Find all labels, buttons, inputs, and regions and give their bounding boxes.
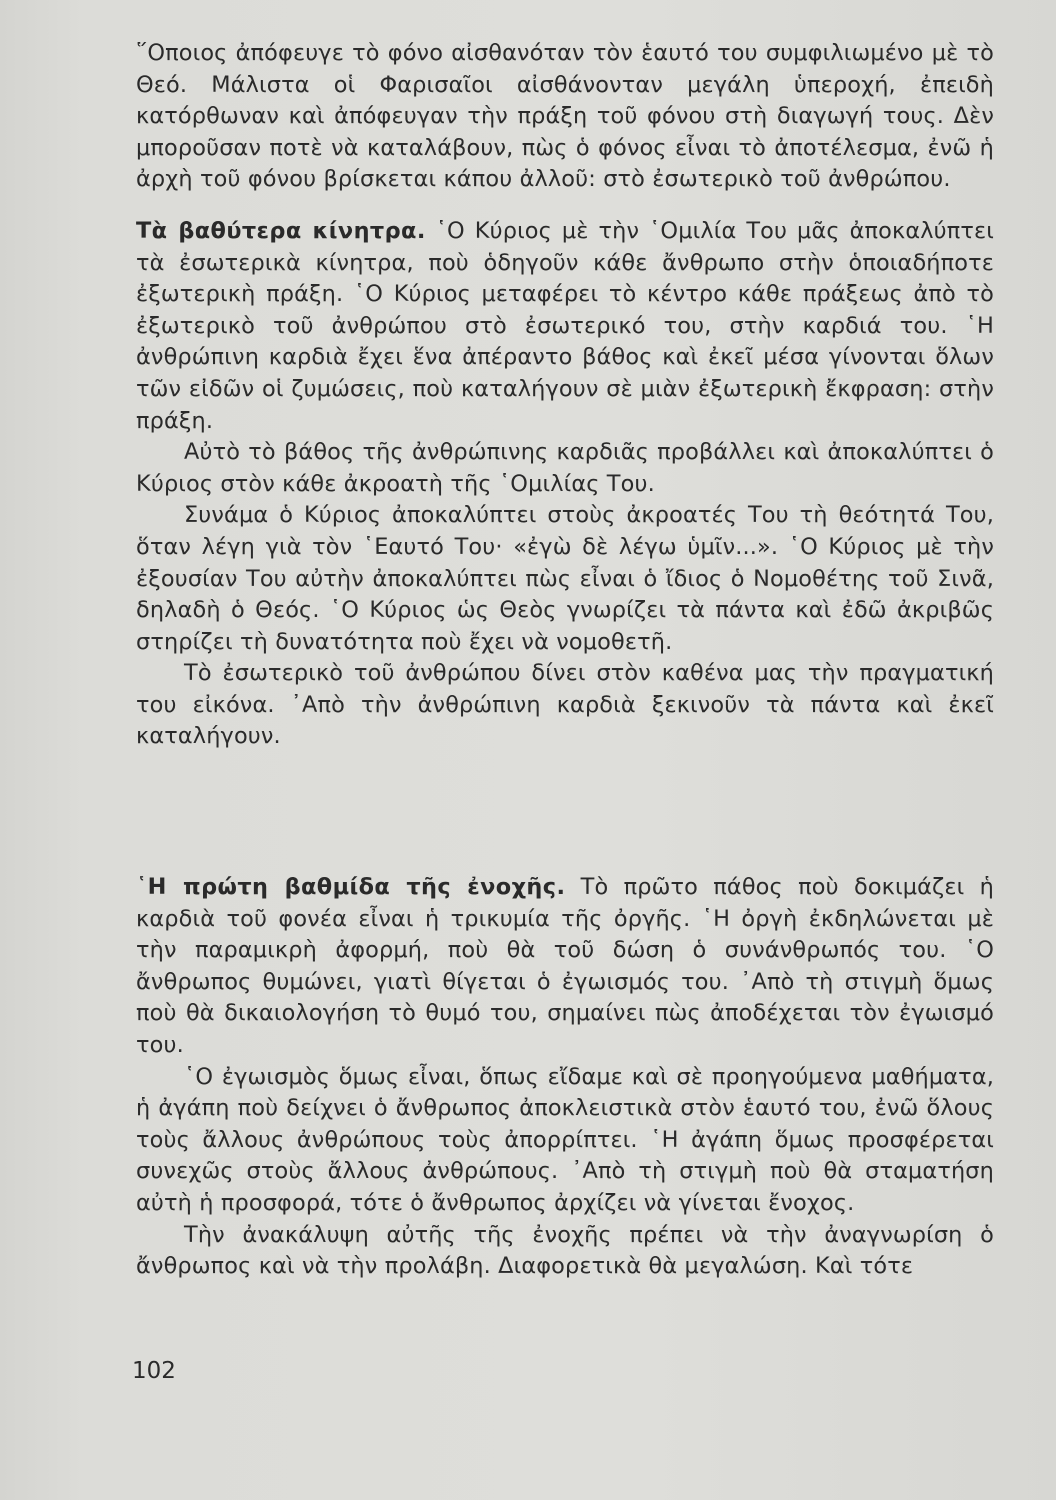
paragraph-depth-of-heart: [136, 437, 994, 500]
paragraph-inner-man: [136, 658, 994, 753]
paragraph-text: Τὸ πρῶτο πάθος ποὺ δοκιμάζει ἡ καρδιὰ τοῦ φονέα εἶναι ἡ τρικυμία τῆς ὀργῆς. ῾Η ὀργὴ ἐκδηλώνεται μὲ τὴν παραμικρὴ ἀφορμή, ποὺ θὰ τοῦ δώση ὁ συνάνθρωπός του. ῾Ο ἄνθρωπος θυμώνει, γιατὶ θίγεται ὁ ἐγωισμός του. ᾿Απὸ τὴ στιγμὴ ὅμως ποὺ θὰ δικαιολογήση τὸ θυμό του, σημαίνει πὼς ἀποδέχεται τὸν ἐγωισμό του.: [136, 874, 994, 1058]
paragraph-discovery: [136, 1220, 994, 1283]
paragraph-text: Τὴν ἀνακάλυψη αὐτῆς τῆς ἐνοχῆς πρέπει νὰ τὴν ἀναγνωρίση ὁ ἄνθρωπος καὶ νὰ τὴν προλάβη. Διαφορετικὰ θὰ μεγαλώση. Καὶ τότε: [136, 1221, 994, 1280]
bottom-text-section: [136, 872, 994, 1283]
top-text-section: [136, 38, 994, 753]
paragraph-deeper-motives: [136, 216, 994, 437]
paragraph-text: ῞Οποιος ἀπόφευγε τὸ φόνο αἰσθανόταν τὸν ἑαυτό του συμφιλιωμένο μὲ τὸ Θεό. Μάλιστα οἱ Φαρισαῖοι αἰσθάνονταν μεγάλη ὑπεροχή, ἐπειδὴ κατόρθωναν καὶ ἀπόφευγαν τὴν πράξη τοῦ φόνου στὴ διαγωγή τους. Δὲν μποροῦσαν ποτὲ νὰ καταλάβουν, πὼς ὁ φόνος εἶναι τὸ ἀποτέλεσμα, ἐνῶ ἡ ἀρχὴ τοῦ φόνου βρίσκεται κάπου ἀλλοῦ: στὸ ἐσωτερικὸ τοῦ ἀνθρώπου.: [136, 40, 994, 193]
paragraph-egoism: [136, 1062, 994, 1220]
paragraph-first-step: [136, 872, 994, 1062]
section-heading-first-step: ῾Η πρώτη βαθμίδα τῆς ἐνοχῆς.: [136, 874, 566, 900]
paragraph-text: ῾Ο Κύριος μὲ τὴν ῾Ομιλία Του μᾶς ἀποκαλύπτει τὰ ἐσωτερικὰ κίνητρα, ποὺ ὁδηγοῦν κάθε ἄνθρωπο στὴν ὁποιαδήποτε ἐξωτερικὴ πράξη. ῾Ο Κύριος μεταφέρει τὸ κέντρο κάθε πράξεως ἀπὸ τὸ ἐξωτερικὸ τοῦ ἀνθρώπου στὸ ἐσωτερικό του, στὴν καρδιά του. ῾Η ἀνθρώπινη καρδιὰ ἔχει ἕνα ἀπέραντο βάθος καὶ ἐκεῖ μέσα γίνονται ὅλων τῶν εἰδῶν οἱ ζυμώσεις, ποὺ καταλήγουν σὲ μιὰν ἐξωτερικὴ ἔκφραση: στὴν πράξη.: [136, 217, 994, 434]
page-number: 102: [132, 1358, 176, 1384]
paragraph-text: ῾Ο ἐγωισμὸς ὅμως εἶναι, ὅπως εἴδαμε καὶ σὲ προηγούμενα μαθήματα, ἡ ἀγάπη ποὺ δείχνει ὁ ἄνθρωπος ἀποκλειστικὰ στὸν ἑαυτό του, ἐνῶ ὅλους τοὺς ἄλλους ἀνθρώπους τοὺς ἀπορρίπτει. ῾Η ἀγάπη ὅμως προσφέρεται συνεχῶς στοὺς ἄλλους ἀνθρώπους. ᾿Απὸ τὴ στιγμὴ ποὺ θὰ σταματήση αὐτὴ ἡ προσφορά, τότε ὁ ἄνθρωπος ἀρχίζει νὰ γίνεται ἔνοχος.: [136, 1063, 994, 1216]
paragraph-text: Αὐτὸ τὸ βάθος τῆς ἀνθρώπινης καρδιᾶς προβάλλει καὶ ἀποκαλύπτει ὁ Κύριος στὸν κάθε ἀκροατὴ τῆς ῾Ομιλίας Του.: [136, 439, 994, 497]
paragraph-divinity: [136, 500, 994, 658]
paragraph-intro: [136, 38, 994, 196]
paragraph-text: Τὸ ἐσωτερικὸ τοῦ ἀνθρώπου δίνει στὸν καθένα μας τὴν πραγματική του εἰκόνα. ᾿Απὸ τὴν ἀνθρώπινη καρδιὰ ξεκινοῦν τὰ πάντα καὶ ἐκεῖ καταλήγουν.: [136, 660, 994, 750]
paragraph-text: Συνάμα ὁ Κύριος ἀποκαλύπτει στοὺς ἀκροατές Του τὴ θεότητά Του, ὅταν λέγη γιὰ τὸν ῾Εαυτό Του· «ἐγὼ δὲ λέγω ὑμῖν...». ῾Ο Κύριος μὲ τὴν ἐξουσίαν Του αὐτὴν ἀποκαλύπτει πὼς εἶναι ὁ ἴδιος ὁ Νομοθέτης τοῦ Σινᾶ, δηλαδὴ ὁ Θεός. ῾Ο Κύριος ὡς Θεὸς γνωρίζει τὰ πάντα καὶ ἐδῶ ἀκριβῶς στηρίζει τὴ δυνατότητα ποὺ ἔχει νὰ νομοθετῆ.: [136, 502, 994, 655]
section-heading-deeper-motives: Τὰ βαθύτερα κίνητρα.: [136, 217, 426, 244]
